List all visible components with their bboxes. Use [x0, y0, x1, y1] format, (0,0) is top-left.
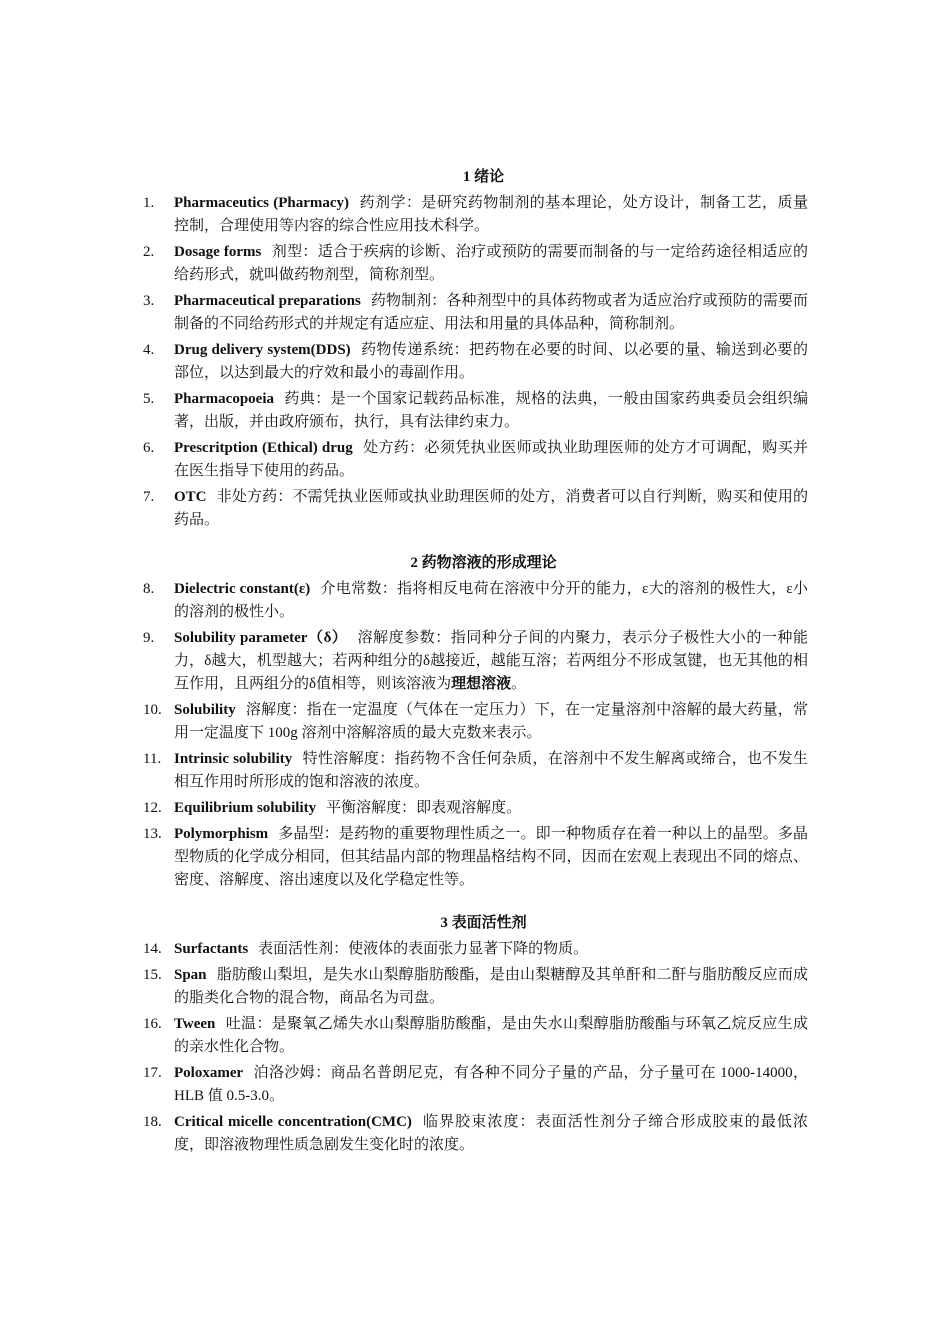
entry-term: OTC: [174, 489, 207, 505]
entry-term: Prescritption (Ethical) drug: [174, 440, 353, 456]
entry-number: 5.: [143, 391, 155, 407]
glossary-entry: [143, 699, 808, 745]
entry-definition: 脂肪酸山梨坦，是失水山梨醇脂肪酸酯，是由山梨糖醇及其单酐和二酐与脂肪酸反应而成的脂类化合物的混合物，商品名为司盘。: [174, 967, 808, 1006]
entry-definition: 药典：是一个国家记载药品标准，规格的法典，一般由国家药典委员会组织编著，出版，并由政府颁布，执行，具有法律约束力。: [174, 391, 808, 430]
entry-definition: 剂型：适合于疾病的诊断、治疗或预防的需要而制备的与一定给药途径相适应的给药形式，就叫做药物剂型，简称剂型。: [174, 244, 808, 283]
glossary-entry: [143, 1111, 808, 1157]
entry-number: 11.: [143, 751, 162, 767]
entry-number: 2.: [143, 244, 155, 260]
entry-number: 8.: [143, 581, 155, 597]
section-title: 1 绪论: [462, 169, 505, 185]
entry-emphasis: 理想溶液: [451, 676, 512, 692]
entry-definition: 多晶型：是药物的重要物理性质之一。即一种物质存在着一种以上的晶型。多晶型物质的化学成分相同，但其结晶内部的物理晶格结构不同，因而在宏观上表现出不同的熔点、密度、溶解度、溶出速度以及化学稳定性等。: [174, 826, 808, 888]
glossary-entry: [143, 388, 808, 434]
entry-definition: 药物制剂：各种剂型中的具体药物或者为适应治疗或预防的需要而制备的不同给药形式的并规定有适应症、用法和用量的具体品种，简称制剂。: [174, 293, 808, 332]
section-title: 3 表面活性剂: [440, 915, 527, 931]
entry-number: 3.: [143, 293, 155, 309]
entry-definition: 处方药：必须凭执业医师或执业助理医师的处方才可调配，购买并在医生指导下使用的药品。: [174, 440, 808, 479]
entry-number: 16.: [143, 1016, 162, 1032]
entry-term: Pharmacopoeia: [174, 391, 274, 407]
glossary-entry: [143, 964, 808, 1010]
entry-definition: 药物传递系统：把药物在必要的时间、以必要的量、输送到必要的部位，以达到最大的疗效和最小的毒副作用。: [174, 342, 808, 381]
glossary-entry: [143, 578, 808, 624]
entry-number: 18.: [143, 1114, 162, 1130]
entry-term: Pharmaceutical preparations: [174, 293, 361, 309]
entry-term: Span: [174, 967, 207, 983]
glossary-entry: [143, 1013, 808, 1059]
entry-term: Poloxamer: [174, 1065, 244, 1081]
glossary-entry: [143, 823, 808, 892]
entry-definition: 泊洛沙姆：商品名普朗尼克，有各种不同分子量的产品，分子量可在 1000-14000，HLB 值 0.5-3.0。: [174, 1065, 808, 1104]
glossary-entry: [143, 486, 808, 532]
glossary-entry: [143, 938, 808, 961]
glossary-entry: [143, 748, 808, 794]
entry-number: 15.: [143, 967, 162, 983]
entry-term: Drug delivery system(DDS): [174, 342, 351, 358]
entry-definition: 特性溶解度：指药物不含任何杂质，在溶剂中不发生解离或缔合，也不发生相互作用时所形成的饱和溶液的浓度。: [174, 751, 808, 790]
glossary-entry: [143, 339, 808, 385]
entry-term: Intrinsic solubility: [174, 751, 293, 767]
glossary-entry: [143, 192, 808, 238]
entry-term: Dosage forms: [174, 244, 262, 260]
entry-definition: 平衡溶解度：即表观溶解度。: [326, 800, 522, 816]
glossary-entry: [143, 241, 808, 287]
entry-term: Equilibrium solubility: [174, 800, 317, 816]
entry-term: Dielectric constant(ε): [174, 581, 311, 597]
entry-definition: 溶解度：指在一定温度（气体在一定压力）下，在一定量溶剂中溶解的最大药量，常用一定温度下 100g 溶剂中溶解溶质的最大克数来表示。: [174, 702, 808, 741]
entry-term: Pharmaceutics (Pharmacy): [174, 195, 350, 211]
entry-definition: 介电常数：指将相反电荷在溶液中分开的能力，ε大的溶剂的极性大，ε小的溶剂的极性小。: [174, 581, 808, 620]
entry-number: 12.: [143, 800, 162, 816]
entry-number: 4.: [143, 342, 155, 358]
entry-definition: 非处方药：不需凭执业医师或执业助理医师的处方，消费者可以自行判断，购买和使用的药品。: [174, 489, 808, 528]
entry-definition: 表面活性剂：使液体的表面张力显著下降的物质。: [258, 941, 589, 957]
entry-number: 7.: [143, 489, 155, 505]
entry-number: 17.: [143, 1065, 162, 1081]
glossary-entry: [143, 290, 808, 336]
entry-term: Tween: [174, 1016, 216, 1032]
section-title: 2 药物溶液的形成理论: [410, 555, 557, 571]
entry-number: 9.: [143, 630, 155, 646]
entry-definition: 吐温：是聚氧乙烯失水山梨醇脂肪酸酯，是由失水山梨醇脂肪酸酯与环氧乙烷反应生成的亲水性化合物。: [174, 1016, 808, 1055]
entry-term: Surfactants: [174, 941, 249, 957]
glossary-entry: [143, 797, 808, 820]
entry-term: Solubility: [174, 702, 236, 718]
entry-definition: 临界胶束浓度：表面活性剂分子缔合形成胶束的最低浓度，即溶液物理性质急剧发生变化时的浓度。: [174, 1114, 808, 1153]
entry-number: 14.: [143, 941, 162, 957]
entry-term: Polymorphism: [174, 826, 269, 842]
glossary-entry: [143, 1062, 808, 1108]
entry-definition-tail: 。: [511, 676, 527, 692]
entry-definition: 溶解度参数：指同种分子间的内聚力，表示分子极性大小的一种能力，δ越大，机型越大；若两种组分的δ越接近，越能互溶；若两组分不形成氢键，也无其他的相互作用，且两组分的δ值相等，则该溶液为: [174, 630, 808, 692]
entry-number: 10.: [143, 702, 162, 718]
glossary-entry: [143, 437, 808, 483]
entry-definition: 药剂学：是研究药物制剂的基本理论，处方设计，制备工艺，质量控制，合理使用等内容的综合性应用技术科学。: [174, 195, 808, 234]
entry-term: Solubility parameter（δ）: [174, 630, 348, 646]
document-page: [143, 166, 808, 1160]
entry-number: 1.: [143, 195, 155, 211]
entry-number: 6.: [143, 440, 155, 456]
glossary-entry: [143, 627, 808, 696]
entry-term: Critical micelle concentration(CMC): [174, 1114, 412, 1130]
entry-number: 13.: [143, 826, 162, 842]
